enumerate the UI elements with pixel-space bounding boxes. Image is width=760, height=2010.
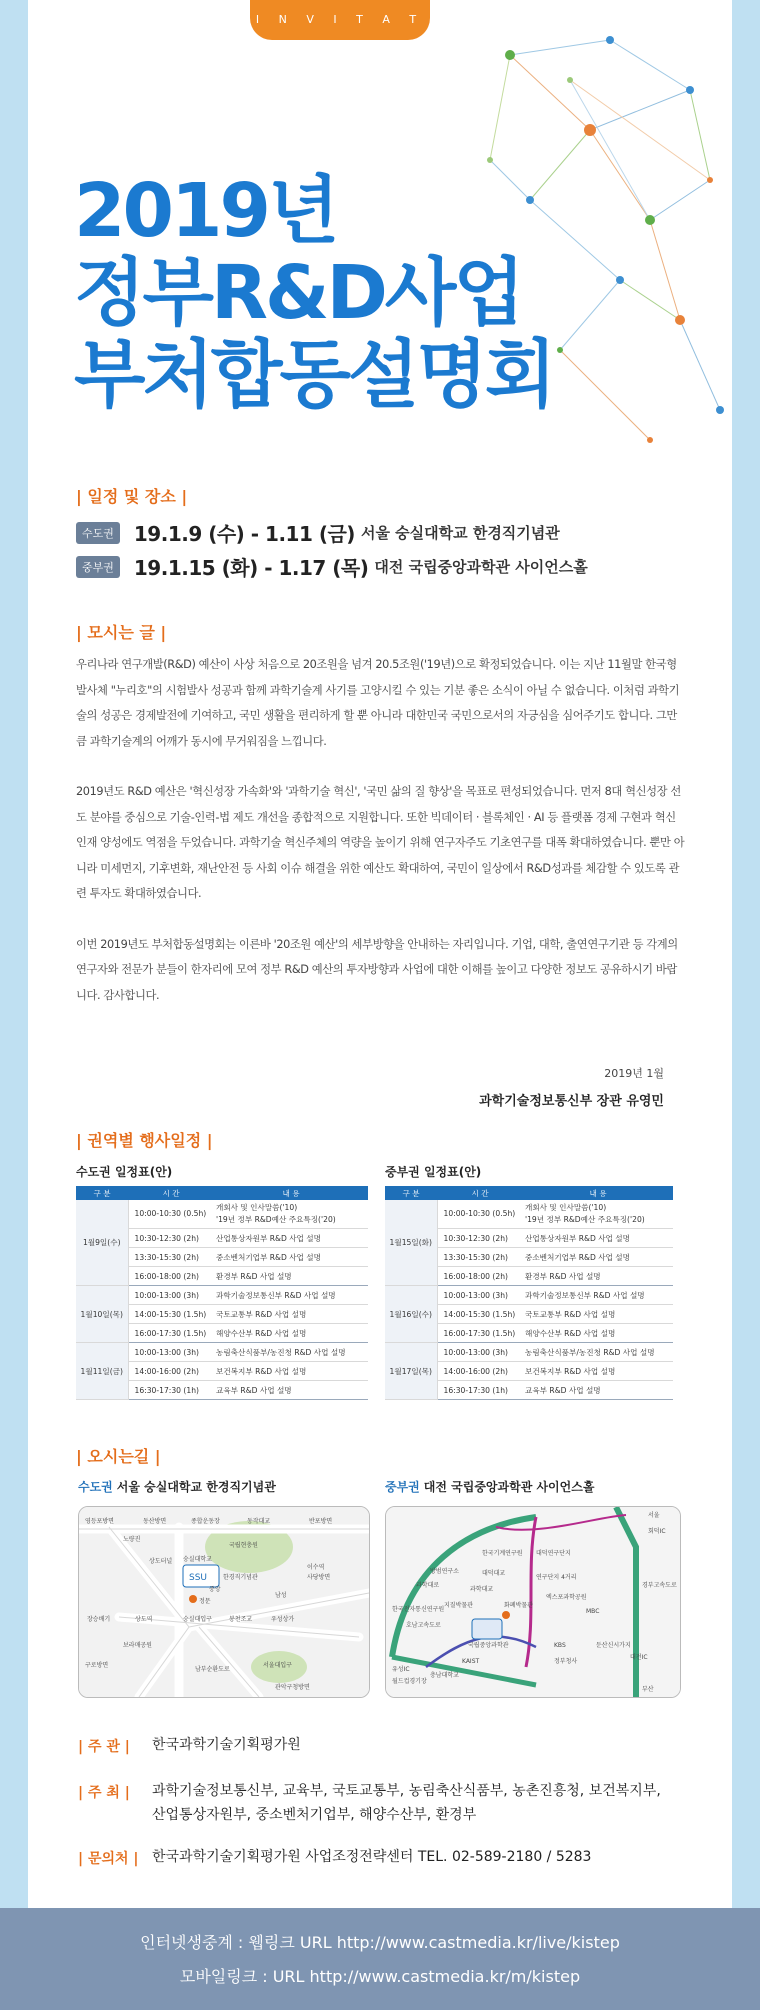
schedule-date: 19.1.9 (수) - 1.11 (금) bbox=[133, 522, 355, 546]
content-cell: 농림축산식품부/농진청 R&D 사업 설명 bbox=[523, 1343, 673, 1362]
time-cell: 14:00-15:30 (1.5h) bbox=[437, 1305, 523, 1324]
organizer-value bbox=[152, 1733, 301, 1757]
content-cell: 개회사 및 인사말씀('10) '19년 정부 R&D예산 주요특징('20) bbox=[523, 1200, 673, 1229]
letter-paragraph: 2019년도 R&D 예산은 '혁신성장 가속화'와 '과학기술 혁신', '국민 삶의 질 향상'을 목표로 편성되었습니다. 먼저 8대 혁신성장 선도 분야를 중심으로 기술-인력-법 제도 개선을 종합적으로 지원합니다. 또한 빅데이터 · 블록체인 · AI 등 플랫폼 경제 구현과 혁신인재 양성에도 역점을 두었습니다. 과학기술 혁신주체의 역량을 높이기 위해 연구자주도 기초연구를 대폭 확대하였습니다. 뿐만 아니라 미세먼지, 기후변화, 재난안전 등 사회 이슈 해결을 위한 예산도 확대하여, 국민이 일상에서 R&D성과를 체감할 수 있도록 관련 투자도 확대하였습니다. bbox=[76, 785, 685, 900]
schedule-row-central bbox=[76, 552, 588, 581]
time-cell: 14:00-16:00 (2h) bbox=[128, 1362, 214, 1381]
table-row bbox=[385, 1286, 673, 1305]
title-line-1: 2019년 bbox=[74, 168, 337, 254]
map-label: 상도역 bbox=[135, 1616, 153, 1623]
table-header-row bbox=[385, 1186, 673, 1200]
day-cell: 1월10일(목) bbox=[76, 1286, 128, 1343]
region-badge: 수도권 bbox=[76, 522, 120, 544]
map-label: 우성상가 bbox=[271, 1616, 295, 1623]
day-cell: 1월9일(수) bbox=[76, 1200, 128, 1286]
content-cell: 중소벤처기업부 R&D 사업 설명 bbox=[523, 1248, 673, 1267]
content-cell: 농림축산식품부/농진청 R&D 사업 설명 bbox=[214, 1343, 368, 1362]
content-cell: 산업통상자원부 R&D 사업 설명 bbox=[214, 1229, 368, 1248]
map-label: 상도터널 bbox=[149, 1558, 173, 1565]
map-label: 대덕연구단지 bbox=[536, 1550, 571, 1557]
schedule-date: 19.1.15 (화) - 1.17 (목) bbox=[133, 556, 369, 580]
content-cell: 보건복지부 R&D 사업 설명 bbox=[523, 1362, 673, 1381]
column-header: 구 분 bbox=[76, 1186, 128, 1200]
table-row bbox=[76, 1343, 368, 1362]
map-place: 서울 숭실대학교 한경직기념관 bbox=[116, 1480, 276, 1494]
map-label: 화폐박물관 bbox=[504, 1602, 533, 1609]
organizer-label: | 주 관 | bbox=[78, 1739, 130, 1755]
content-cell: 해양수산부 R&D 사업 설명 bbox=[523, 1324, 673, 1343]
table-row bbox=[385, 1200, 673, 1229]
svg-text:SSU: SSU bbox=[189, 1573, 208, 1583]
regional-heading: | 권역별 행사일정 | bbox=[76, 1131, 213, 1150]
time-cell: 16:00-17:30 (1.5h) bbox=[128, 1324, 214, 1343]
capital-map-caption bbox=[78, 1478, 276, 1495]
directions-heading: | 오시는길 | bbox=[76, 1447, 161, 1466]
map-label: 종합운동장 bbox=[191, 1518, 220, 1525]
map-label: 봉천조교 bbox=[229, 1616, 253, 1623]
time-cell: 10:00-13:00 (3h) bbox=[437, 1343, 523, 1362]
map-label: MBC bbox=[586, 1608, 600, 1615]
footer bbox=[0, 1908, 760, 2010]
capital-table-title: 수도권 일정표(안) bbox=[76, 1165, 173, 1179]
time-cell: 13:30-15:30 (2h) bbox=[128, 1248, 214, 1267]
time-cell: 10:00-13:00 (3h) bbox=[128, 1286, 214, 1305]
central-schedule-table bbox=[385, 1186, 673, 1400]
map-label: 지질박물관 bbox=[444, 1602, 473, 1609]
day-cell: 1월16일(수) bbox=[385, 1286, 437, 1343]
map-label: 과학대교 bbox=[470, 1586, 494, 1593]
day-cell: 1월11일(금) bbox=[76, 1343, 128, 1400]
map-label: 구로방면 bbox=[85, 1662, 109, 1669]
content-cell: 과학기술정보통신부 R&D 사업 설명 bbox=[214, 1286, 368, 1305]
map-label: 방범연구소 bbox=[430, 1568, 459, 1575]
map-label: 한국기계연구원 bbox=[482, 1550, 523, 1557]
map-label: 둔산신시가지 bbox=[596, 1642, 631, 1649]
map-label: 정부청사 bbox=[554, 1658, 578, 1665]
content-cell: 환경부 R&D 사업 설명 bbox=[523, 1267, 673, 1286]
map-label: 영등포방면 bbox=[85, 1518, 114, 1525]
time-cell: 16:00-18:00 (2h) bbox=[437, 1267, 523, 1286]
time-cell: 16:30-17:30 (1h) bbox=[128, 1381, 214, 1400]
central-table-title: 중부권 일정표(안) bbox=[385, 1165, 482, 1179]
title-line-3: 부처합동설명회 bbox=[74, 332, 554, 418]
time-cell: 13:30-15:30 (2h) bbox=[437, 1248, 523, 1267]
capital-map bbox=[78, 1506, 370, 1698]
map-label: 대덕대교 bbox=[482, 1570, 506, 1577]
column-header: 구 분 bbox=[385, 1186, 437, 1200]
schedule-place: 대전 국립중앙과학관 사이언스홀 bbox=[374, 558, 588, 576]
map-label: 부산 bbox=[642, 1686, 654, 1693]
map-label: 남성 bbox=[275, 1592, 287, 1599]
capital-map-graphic bbox=[79, 1507, 369, 1697]
map-label: 남부순환도로 bbox=[195, 1666, 230, 1673]
live-stream-link[interactable]: 인터넷생중계 : 웹링크 URL http://www.castmedia.kr/live/kistep bbox=[140, 1933, 620, 1952]
map-label: 호남고속도로 bbox=[406, 1622, 441, 1629]
host-line: 과학기술정보통신부, 교육부, 국토교통부, 농림축산식품부, 농촌진흥청, 보건복지부, bbox=[152, 1783, 661, 1799]
content-cell: 환경부 R&D 사업 설명 bbox=[214, 1267, 368, 1286]
contact-line: 한국과학기술기획평가원 사업조정전략센터 TEL. 02-589-2180 / 5283 bbox=[152, 1849, 592, 1865]
table-row bbox=[385, 1343, 673, 1362]
letter-heading: | 모시는 글 | bbox=[76, 623, 167, 642]
column-header: 내 용 bbox=[214, 1186, 368, 1200]
time-cell: 10:30-12:30 (2h) bbox=[128, 1229, 214, 1248]
map-label: 사당방면 bbox=[307, 1574, 331, 1581]
content-cell: 국토교통부 R&D 사업 설명 bbox=[214, 1305, 368, 1324]
map-label: KAIST bbox=[462, 1658, 480, 1665]
map-label: 국립현충원 bbox=[229, 1542, 258, 1549]
map-region: 중부권 bbox=[385, 1480, 420, 1494]
time-cell: 10:00-13:00 (3h) bbox=[128, 1343, 214, 1362]
map-label: 서울대입구 bbox=[263, 1662, 292, 1669]
region-badge: 중부권 bbox=[76, 556, 120, 578]
time-cell: 10:30-12:30 (2h) bbox=[437, 1229, 523, 1248]
contact-value bbox=[152, 1845, 591, 1869]
column-header: 시 간 bbox=[437, 1186, 523, 1200]
map-label: 관악구청방면 bbox=[275, 1684, 310, 1691]
content-cell: 과학기술정보통신부 R&D 사업 설명 bbox=[523, 1286, 673, 1305]
map-label: 유성IC bbox=[392, 1666, 410, 1673]
time-cell: 10:00-10:30 (0.5h) bbox=[437, 1200, 523, 1229]
map-region: 수도권 bbox=[78, 1480, 113, 1494]
map-label: 숭실대입구 bbox=[183, 1616, 212, 1623]
map-label: 한국전자통신연구원 bbox=[392, 1606, 445, 1613]
letter-body bbox=[76, 652, 686, 1033]
map-label: 엑스포과학공원 bbox=[546, 1594, 587, 1601]
schedule-heading: | 일정 및 장소 | bbox=[76, 487, 188, 506]
map-label: KBS bbox=[554, 1642, 566, 1649]
content-cell: 개회사 및 인사말씀('10) '19년 정부 R&D예산 주요특징('20) bbox=[214, 1200, 368, 1229]
table-header-row bbox=[76, 1186, 368, 1200]
host-line: 산업통상자원부, 중소벤처기업부, 해양수산부, 환경부 bbox=[152, 1807, 477, 1823]
day-cell: 1월17일(목) bbox=[385, 1343, 437, 1400]
central-map-caption bbox=[385, 1478, 594, 1495]
map-label: 서울 bbox=[648, 1512, 660, 1519]
letter-date: 2019년 1월 bbox=[604, 1067, 664, 1080]
map-label: 월드컵경기장 bbox=[392, 1678, 427, 1685]
central-map bbox=[385, 1506, 681, 1698]
mobile-link[interactable]: 모바일링크 : URL http://www.castmedia.kr/m/kistep bbox=[179, 1967, 581, 1986]
map-label: 이수역 bbox=[307, 1564, 325, 1571]
event-title bbox=[74, 170, 553, 416]
capital-schedule-table bbox=[76, 1186, 368, 1400]
column-header: 내 용 bbox=[523, 1186, 673, 1200]
content-cell: 교육부 R&D 사업 설명 bbox=[523, 1381, 673, 1400]
map-place: 대전 국립중앙과학관 사이언스홀 bbox=[423, 1480, 595, 1494]
schedule-place: 서울 숭실대학교 한경직기념관 bbox=[360, 524, 560, 542]
content-cell: 중소벤처기업부 R&D 사업 설명 bbox=[214, 1248, 368, 1267]
map-label: 동산방면 bbox=[143, 1518, 167, 1525]
map-label: 반포방면 bbox=[309, 1518, 333, 1525]
map-label: 중앙 bbox=[209, 1586, 221, 1593]
day-cell: 1월15일(화) bbox=[385, 1200, 437, 1286]
content-cell: 해양수산부 R&D 사업 설명 bbox=[214, 1324, 368, 1343]
host-label: | 주 최 | bbox=[78, 1785, 130, 1801]
map-label: 대전IC bbox=[630, 1654, 648, 1661]
map-label: 보라매공원 bbox=[123, 1642, 152, 1649]
map-label: 노량진 bbox=[123, 1536, 141, 1543]
organizer-line: 한국과학기술기획평가원 bbox=[152, 1737, 301, 1753]
schedule-row-capital bbox=[76, 518, 560, 547]
map-label: 정문 bbox=[199, 1598, 211, 1605]
map-label: 한경직기념관 bbox=[223, 1574, 258, 1581]
time-cell: 10:00-13:00 (3h) bbox=[437, 1286, 523, 1305]
map-label: 연구단지 4거리 bbox=[536, 1574, 577, 1581]
time-cell: 16:00-17:30 (1.5h) bbox=[437, 1324, 523, 1343]
map-label: 국립중앙과학관 bbox=[468, 1642, 509, 1649]
map-label: 회덕IC bbox=[648, 1528, 666, 1535]
column-header: 시 간 bbox=[128, 1186, 214, 1200]
content-cell: 국토교통부 R&D 사업 설명 bbox=[523, 1305, 673, 1324]
letter-paragraph: 이번 2019년도 부처합동설명회는 이른바 '20조원 예산'의 세부방향을 안내하는 자리입니다. 기업, 대학, 출연연구기관 등 각계의 연구자와 전문가 분들이 한자리에 모여 정부 R&D 예산의 투자방향과 사업에 대한 이해를 높이고 다양한 정보도 공유하시기 바랍니다. 감사합니다. bbox=[76, 937, 678, 1002]
map-label: 경부고속도로 bbox=[642, 1582, 677, 1589]
contact-label: | 문의처 | bbox=[78, 1851, 139, 1867]
time-cell: 14:00-15:30 (1.5h) bbox=[128, 1305, 214, 1324]
letter-paragraph: 우리나라 연구개발(R&D) 예산이 사상 처음으로 20조원을 넘겨 20.5조원('19년)으로 확정되었습니다. 이는 지난 11월말 한국형발사체 "누리호"의 시험발사 성공과 함께 과학기술계 사기를 고양시킬 수 있는 기분 좋은 소식이 아닐 수 없습니다. 이처럼 과학기술의 성공은 경제발전에 기여하고, 국민 생활을 편리하게 할 뿐 아니라 대한민국 국민으로서의 자긍심을 심어주기도 합니다. 그만큼 과학기술계의 어깨가 동시에 무거워짐을 느낍니다. bbox=[76, 658, 680, 748]
central-map-graphic bbox=[386, 1507, 680, 1697]
content-cell: 산업통상자원부 R&D 사업 설명 bbox=[523, 1229, 673, 1248]
map-label: 과학대로 bbox=[416, 1582, 440, 1589]
time-cell: 16:00-18:00 (2h) bbox=[128, 1267, 214, 1286]
invitation-tab: I N V I T A T I O N bbox=[250, 0, 430, 40]
host-value bbox=[152, 1779, 661, 1827]
map-label: 숭실대학교 bbox=[183, 1556, 212, 1563]
content-cell: 교육부 R&D 사업 설명 bbox=[214, 1381, 368, 1400]
time-cell: 16:30-17:30 (1h) bbox=[437, 1381, 523, 1400]
content-cell: 보건복지부 R&D 사업 설명 bbox=[214, 1362, 368, 1381]
time-cell: 10:00-10:30 (0.5h) bbox=[128, 1200, 214, 1229]
title-line-2: 정부R&D사업 bbox=[74, 250, 522, 336]
map-label: 충남대학교 bbox=[430, 1672, 459, 1679]
time-cell: 14:00-16:00 (2h) bbox=[437, 1362, 523, 1381]
table-row bbox=[76, 1286, 368, 1305]
table-row bbox=[76, 1200, 368, 1229]
letter-signature: 과학기술정보통신부 장관 유영민 bbox=[479, 1094, 664, 1109]
map-label: 장승배기 bbox=[87, 1616, 111, 1623]
map-label: 동작대교 bbox=[247, 1518, 271, 1525]
